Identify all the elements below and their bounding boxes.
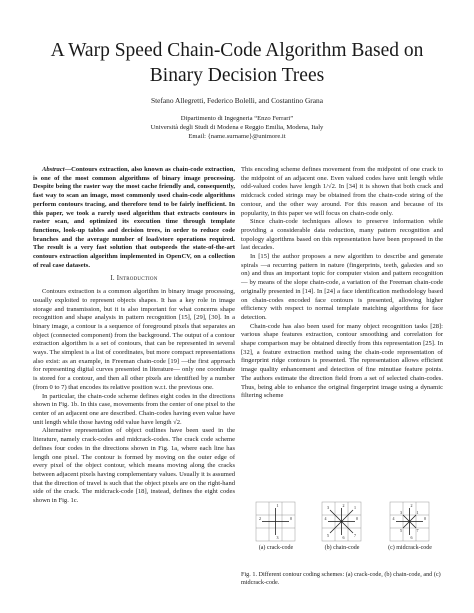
svg-text:3: 3 (327, 505, 329, 510)
svg-text:0: 0 (356, 516, 358, 521)
svg-text:6: 6 (342, 535, 345, 540)
section-heading-introduction: I. Introduction (110, 275, 158, 283)
authors: Stefano Allegretti, Federico Bolelli, and Costantino Grana (151, 96, 323, 105)
right-paragraph-4: Chain-code has also been used for many object recognition tasks [28]: various shape features extraction, contour smoothing and correlation for shape comparison may be obtained directly from this representation [25]. In [32], a feature extraction method using the chain-code representation of fingerprint ridge contours is presented. The representation allows efficient image quality enhancement and detection of fine minutiae feature points. The authors estimate the direction field from a set of selected chain-codes. Thus, being able to enhance the original fingerprint image using a dynamic filtering scheme (241, 322, 443, 400)
svg-text:1: 1 (416, 510, 419, 515)
title-line-1: A Warp Speed Chain-Code Algorithm Based on (50, 40, 424, 61)
affiliation-university: Università degli Studi di Modena e Reggio Emilia, Modena, Italy (150, 124, 324, 131)
affiliation (20, 114, 454, 141)
svg-text:3: 3 (400, 510, 402, 515)
crack-code-diagram (251, 500, 301, 544)
figure-1-caption: Fig. 1. Different contour coding schemes: (a) crack-code, (b) chain-code, and (c) midcrack-code. (241, 571, 441, 586)
svg-text:1: 1 (276, 503, 279, 508)
figure-1 (245, 500, 445, 560)
abstract (33, 166, 235, 270)
svg-text:2: 2 (342, 503, 345, 508)
chain-code-panel (317, 500, 367, 551)
svg-text:6: 6 (410, 535, 413, 540)
left-column (33, 166, 235, 506)
svg-text:0: 0 (290, 516, 292, 521)
abstract-lead: Abstract (42, 166, 65, 173)
svg-text:4: 4 (392, 516, 395, 521)
svg-text:1: 1 (354, 505, 356, 510)
right-paragraph-1: This encoding scheme defines movement from the midpoint of one crack to the midpoint of an adjacent one. Even valued codes have unit length while odd-valued codes have length 1/√2. In [34] it is shown that both crack and midcrack coded strings may be obtained from the chain-code string of the contour, and the other way around. For this reason and because of its popularity, in this paper we will focus on chain-code only. (241, 166, 443, 217)
title-line-2: Binary Decision Trees (149, 65, 325, 86)
subcaption-crack-code: (a) crack-code (258, 545, 294, 551)
svg-text:7: 7 (416, 528, 419, 533)
intro-paragraph-1: Contours extraction is a common algorithm in binary image processing, usually exploited to represent objects shapes. It has a key role in image storage and transmission, but it is also important for what concerns shape recognition and shape analysis in pattern recognition [15], [29], [30]. In a binary image, a contour is a sequence of foreground pixels that separates an object (connected component) from the background. The output of a contour extraction algorithm is a set of contours, that can be represented in several ways. The simplest is a list of coordinates, but more compact representations also exist: as an example, in Freeman chain-code [19] —the first approach for representing digital curves presented in literature— only one coordinate is stored for a contour, and then all other pixels are identified by a number (from 0 to 7) that encodes its relative position w.r.t. the previous one. (33, 288, 235, 391)
svg-text:0: 0 (424, 516, 426, 521)
svg-text:7: 7 (354, 533, 356, 538)
svg-text:2: 2 (259, 516, 261, 521)
right-column (241, 166, 443, 401)
svg-text:5: 5 (400, 528, 402, 533)
right-paragraph-3: In [15] the author proposes a new algorithm to describe and generate spirals —a recurring pattern in nature (fingerprints, teeth, galaxies and so on) and thus an important topic for computer vision and pattern recognition— by means of the slope chain-code, a variation of the Freeman chain-code originally presented in [14]. In [24] a face identification methodology based on chain-codes encoded face contours is presented, allowing higher efficiency with respect to normal template matching algorithms for face detection. (241, 253, 443, 321)
intro-paragraph-3: Alternative representation of object outlines have been used in the literature, namely crack-codes and midcrack-codes. The crack code scheme defines four codes in the directions shown in Fig. 1a, where each line has length one pixel. The contour is formed by moving on the outer edge of every pixel of the object contour, which means moving along the cracks between adjacent pixels having complementary values. Usually it is assumed that the direction of travel is such that the object pixels are on the right-hand side of the crack. The midcrack-code [18], instead, defines the eight codes shown in Fig. 1c. (33, 427, 235, 505)
subcaption-midcrack-code: (c) midcrack-code (388, 545, 432, 551)
intro-paragraph-2: In particular, the chain-code scheme defines eight codes in the directions shown in Fig. 1b. In this case, movements from the center of one pixel to the center of an adjacent one are described. Chain-codes having even value have unit length while those having odd value have length √2. (33, 392, 235, 426)
svg-text:2: 2 (410, 503, 413, 508)
affiliation-email: Email: {name.surname}@unimore.it (188, 133, 286, 140)
svg-text:5: 5 (327, 533, 329, 538)
affiliation-department: Dipartimento di Ingegneria “Enzo Ferrari” (180, 115, 294, 122)
paper-title (20, 38, 454, 88)
svg-text:4: 4 (324, 516, 327, 521)
crack-code-panel (251, 500, 301, 551)
midcrack-code-diagram (385, 500, 435, 544)
svg-text:3: 3 (276, 535, 279, 540)
right-paragraph-2: Since chain-code techniques allows to preserve information while providing a considerable data reduction, many pattern recognition and topology algorithms based on this representation have been proposed in the last decades. (241, 218, 443, 252)
subcaption-chain-code: (b) chain-code (324, 545, 360, 551)
abstract-body: —Contours extraction, also known as chain-code extraction, is one of the most common algorithms of binary image processing. Despite being the raster way the most cache friendly and, consequently, fast way to scan an image, most commonly used chain-code algorithms perform contours tracing, and therefore tend to be fairly inefficient. In this paper, we took a rarely used algorithm that extracts contours in raster scan, and optimized its execution time through template functions, look-up tables and decision trees, in order to reduce code branches and the average number of load/store operations required. The result is a very fast solution that outspeeds the state-of-the-art contours extraction algorithm implemented in OpenCV, on a collection of real case datasets. (33, 166, 235, 269)
chain-code-diagram (317, 500, 367, 544)
midcrack-code-panel (385, 500, 435, 551)
